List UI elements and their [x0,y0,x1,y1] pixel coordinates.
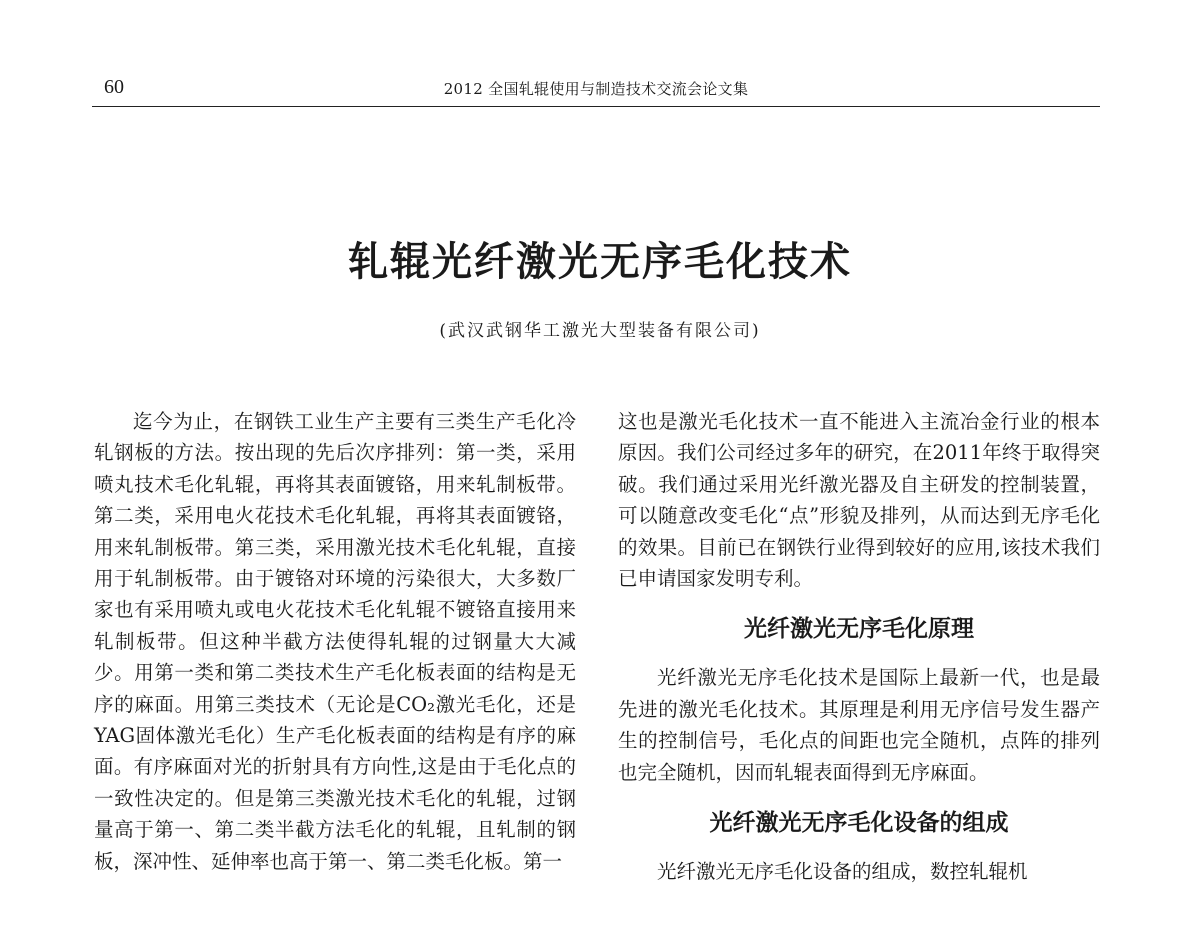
section-heading-principle: 光纤激光无序毛化原理 [744,616,974,643]
body-paragraph: 迄今为止，在钢铁工业生产主要有三类生产毛化冷轧钢板的方法。按出现的先后次序排列：第一类，采用喷丸技术毛化轧辊，再将其表面镀铬，用来轧制板带。第二类，采用电火花技术毛化轧辊，再将其表面镀铬，用来轧制板带。第三类，采用激光技术毛化轧辊，直接用于轧制板带。由于镀铬对环境的污染很大，大多数厂家也有采用喷丸或电火花技术毛化轧辊不镀铬直接用来轧制板带。但这种半截方法使得轧辊的过钢量大大减少。用第一类和第二类技术生产毛化板表面的结构是无序的麻面。用第三类技术（无论是CO₂激光毛化，还是YAG固体激光毛化）生产毛化板表面的结构是有序的麻面。有序麻面对光的折射具有方向性,这是由于毛化点的一致性决定的。但是第三类激光技术毛化的轧辊，过钢量高于第一、第二类半截方法毛化的轧辊，且轧制的钢板，深冲性、延伸率也高于第一、第二类毛化板。第一 [94,410,576,873]
author-affiliation: (武汉武钢华工激光大型装备有限公司) [439,321,761,341]
body-paragraph-continued: 这也是激光毛化技术一直不能进入主流冶金行业的根本原因。我们公司经过多年的研究，在2011年终于取得突破。我们通过采用光纤激光器及自主研发的控制装置，可以随意改变毛化“点”形貌及排列，从而达到无序毛化的效果。目前已在钢铁行业得到较好的应用,该技术我们已申请国家发明专利。 [618,410,1100,591]
body-paragraph: 光纤激光无序毛化技术是国际上最新一代，也是最先进的激光毛化技术。其原理是利用无序信号发生器产生的控制信号，毛化点的间距也完全随机，点阵的排列也完全随机，因而轧辊表面得到无序麻面。 [618,666,1100,784]
left-column [94,406,576,877]
body-paragraph: 光纤激光无序毛化设备的组成，数控轧辊机 [657,860,1028,884]
section-heading-equipment: 光纤激光无序毛化设备的组成 [709,810,1009,837]
right-column [618,406,1100,887]
article-title: 轧辊光纤激光无序毛化技术 [348,239,852,285]
page-number: 60 [104,76,124,98]
page-header [92,70,1100,107]
running-title: 2012 全国轧辊使用与制造技术交流会论文集 [443,80,749,98]
